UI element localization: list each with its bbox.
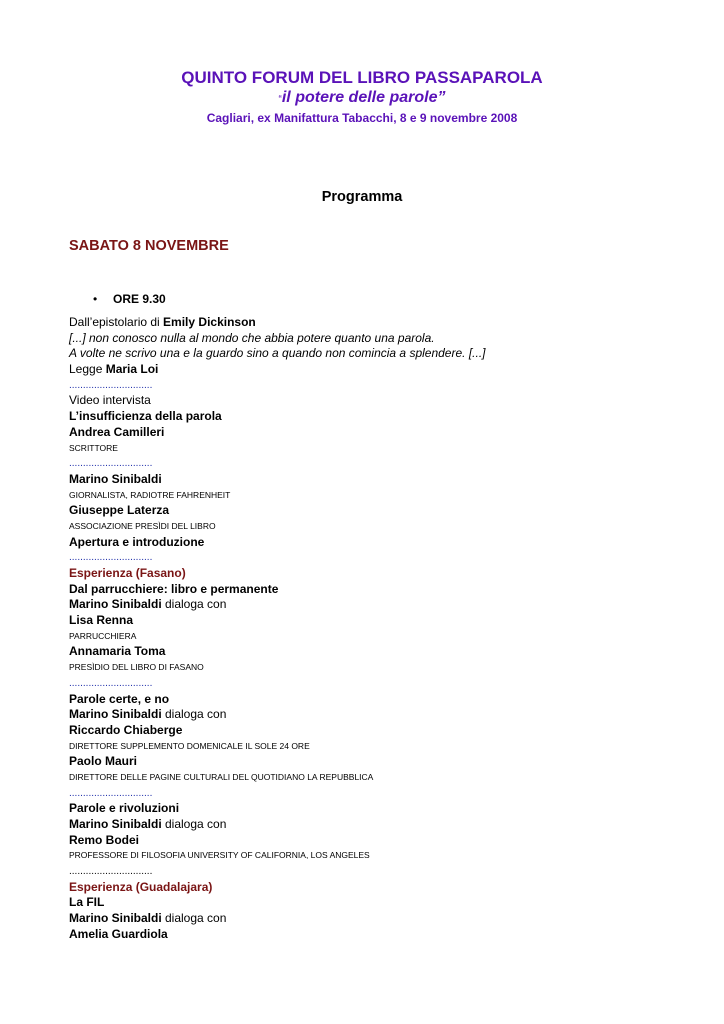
time-slot [93, 292, 166, 306]
speaker-role: PROFESSORE DI FILOSOFIA UNIVERSITY OF CALIFORNIA, LOS ANGELES [69, 850, 370, 861]
session-title: Apertura e introduzione [69, 534, 205, 549]
program-line [69, 597, 689, 613]
event-subtitle [0, 88, 724, 110]
dotted-separator: .............................. [69, 866, 153, 878]
session-title: Parole certe, e no [69, 691, 170, 706]
dotted-separator: .............................. [69, 379, 153, 391]
program-line: Video intervista [69, 393, 151, 408]
moderator-name: Marino Sinibaldi [69, 817, 162, 831]
speaker-name: Remo Bodei [69, 832, 140, 847]
speaker-name: Andrea Camilleri [69, 424, 165, 439]
time-slot-label: ORE 9.30 [113, 292, 166, 306]
moderator-name: Marino Sinibaldi [69, 707, 162, 722]
text-run: dialoga con [161, 817, 227, 831]
day-heading: SABATO 8 NOVEMBRE [69, 238, 229, 254]
author-name: Emily Dickinson [163, 315, 256, 329]
text-run: Dall’epistolario di [69, 315, 164, 329]
dotted-separator: .............................. [69, 552, 153, 564]
text-run: dialoga con [161, 911, 227, 926]
subtitle-open-quote: “ [278, 94, 282, 105]
speaker-name: Marino Sinibaldi [69, 471, 162, 486]
experience-heading: Esperienza (Guadalajara) [69, 879, 213, 894]
moderator-name: Marino Sinibaldi [69, 597, 162, 612]
speaker-role: DIRETTORE SUPPLEMENTO DOMENICALE IL SOLE 24 ORE [69, 740, 310, 751]
quote-line: [...] non conosco nulla al mondo che abbia potere quanto una parola. [69, 330, 435, 345]
bullet-glyph: • [93, 292, 98, 306]
session-title: Parole e rivoluzioni [69, 801, 180, 816]
text-run: dialoga con [161, 597, 227, 612]
program-body [69, 315, 689, 943]
speaker-name: Annamaria Toma [69, 644, 166, 659]
document-header [0, 68, 724, 126]
speaker-role: SCRITTORE [69, 442, 118, 453]
speaker-name: Paolo Mauri [69, 754, 138, 769]
programma-heading: Programma [321, 189, 403, 205]
speaker-name: Riccardo Chiaberge [69, 722, 183, 737]
event-place-date: Cagliari, ex Manifattura Tabacchi, 8 e 9 novembre 2008 [206, 111, 518, 125]
subtitle-text: il potere delle parole” [281, 89, 446, 106]
dotted-separator: .............................. [69, 677, 153, 689]
session-title: L’insufficienza della parola [69, 409, 222, 424]
speaker-name: Giuseppe Laterza [69, 503, 170, 518]
speaker-role: GIORNALISTA, RADIOTRE FAHRENHEIT [69, 489, 231, 500]
program-line [69, 911, 689, 927]
session-title: Dal parrucchiere: libro e permanente [69, 581, 279, 596]
speaker-role: DIRETTORE DELLE PAGINE CULTURALI DEL QUOTIDIANO LA REPUBBLICA [69, 771, 374, 782]
dotted-separator: .............................. [69, 458, 153, 470]
event-title: QUINTO FORUM DEL LIBRO PASSAPAROLA [181, 68, 543, 87]
dotted-separator: .............................. [69, 787, 153, 799]
experience-heading: Esperienza (Fasano) [69, 566, 186, 580]
text-run: dialoga con [161, 707, 227, 722]
speaker-name: Amelia Guardiola [69, 926, 168, 941]
reader-name: Maria Loi [105, 362, 159, 377]
speaker-role: PARRUCCHIERA [69, 630, 137, 641]
program-line [69, 817, 689, 833]
moderator-name: Marino Sinibaldi [69, 911, 162, 926]
program-line [69, 362, 689, 378]
session-title: La FIL [69, 895, 105, 910]
text-run: Legge [69, 362, 106, 377]
speaker-name: Lisa Renna [69, 613, 134, 628]
program-line [69, 707, 689, 723]
speaker-role: ASSOCIAZIONE PRESÌDI DEL LIBRO [69, 520, 216, 531]
quote-line: A volte ne scrivo una e la guardo sino a quando non comincia a splendere. [...] [69, 346, 486, 361]
program-line [69, 315, 689, 331]
speaker-role: PRESÌDIO DEL LIBRO DI FASANO [69, 662, 204, 673]
